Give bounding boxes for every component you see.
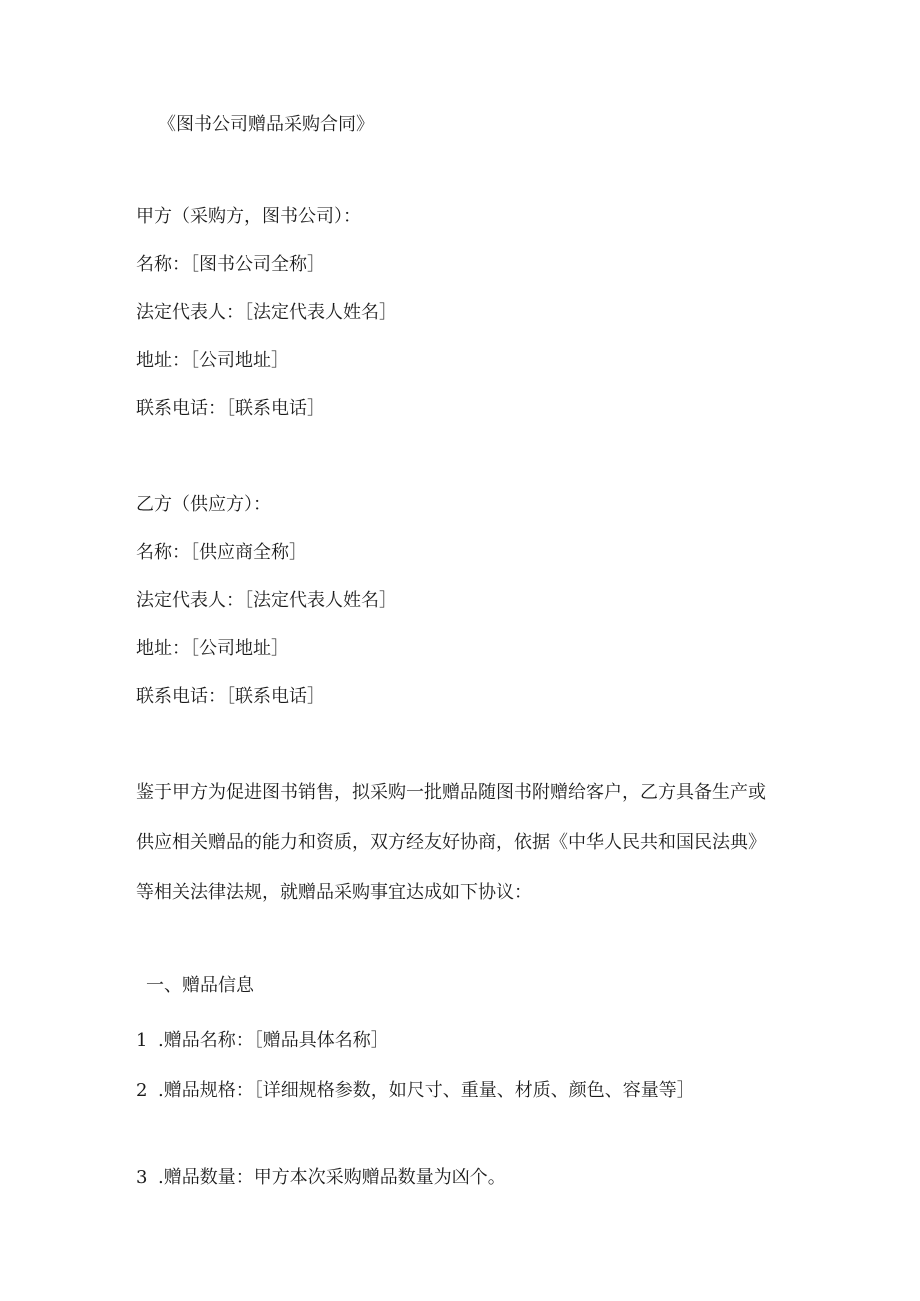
party-a-phone: 联系电话：［联系电话］ [136, 398, 325, 419]
party-a-address: 地址：［公司地址］ [136, 350, 289, 371]
party-b-representative: 法定代表人：［法定代表人姓名］ [136, 590, 397, 611]
preamble-line-2: 供应相关赠品的能力和资质，双方经友好协商，依据《中华人民共和国民法典》 [136, 832, 766, 853]
party-a-name: 名称：［图书公司全称］ [136, 254, 325, 275]
item-number: 3 [136, 1167, 148, 1188]
item-number: 2 [136, 1080, 148, 1101]
preamble-line-3: 等相关法律法规，就赠品采购事宜达成如下协议： [136, 882, 532, 903]
party-b-heading: 乙方（供应方）： [136, 494, 271, 515]
party-a-heading: 甲方（采购方，图书公司）： [136, 206, 361, 227]
list-item [136, 1166, 506, 1190]
item-text: .赠品名称：［赠品具体名称］ [158, 1030, 389, 1051]
party-b-phone: 联系电话：［联系电话］ [136, 686, 325, 707]
preamble-line-1: 鉴于甲方为促进图书销售，拟采购一批赠品随图书附赠给客户，乙方具备生产或 [136, 782, 766, 803]
item-text: .赠品数量：甲方本次采购赠品数量为凶个。 [158, 1167, 506, 1188]
party-b-address: 地址：［公司地址］ [136, 638, 289, 659]
item-text: .赠品规格：［详细规格参数，如尺寸、重量、材质、颜色、容量等］ [158, 1080, 695, 1101]
document-title: 《图书公司赠品采购合同》 [158, 114, 374, 135]
item-number: 1 [136, 1030, 148, 1051]
list-item [136, 1029, 389, 1053]
section-heading: 一、赠品信息 [146, 975, 254, 996]
party-b-name: 名称：［供应商全称］ [136, 542, 307, 563]
party-a-representative: 法定代表人：［法定代表人姓名］ [136, 302, 397, 323]
list-item [136, 1079, 695, 1103]
